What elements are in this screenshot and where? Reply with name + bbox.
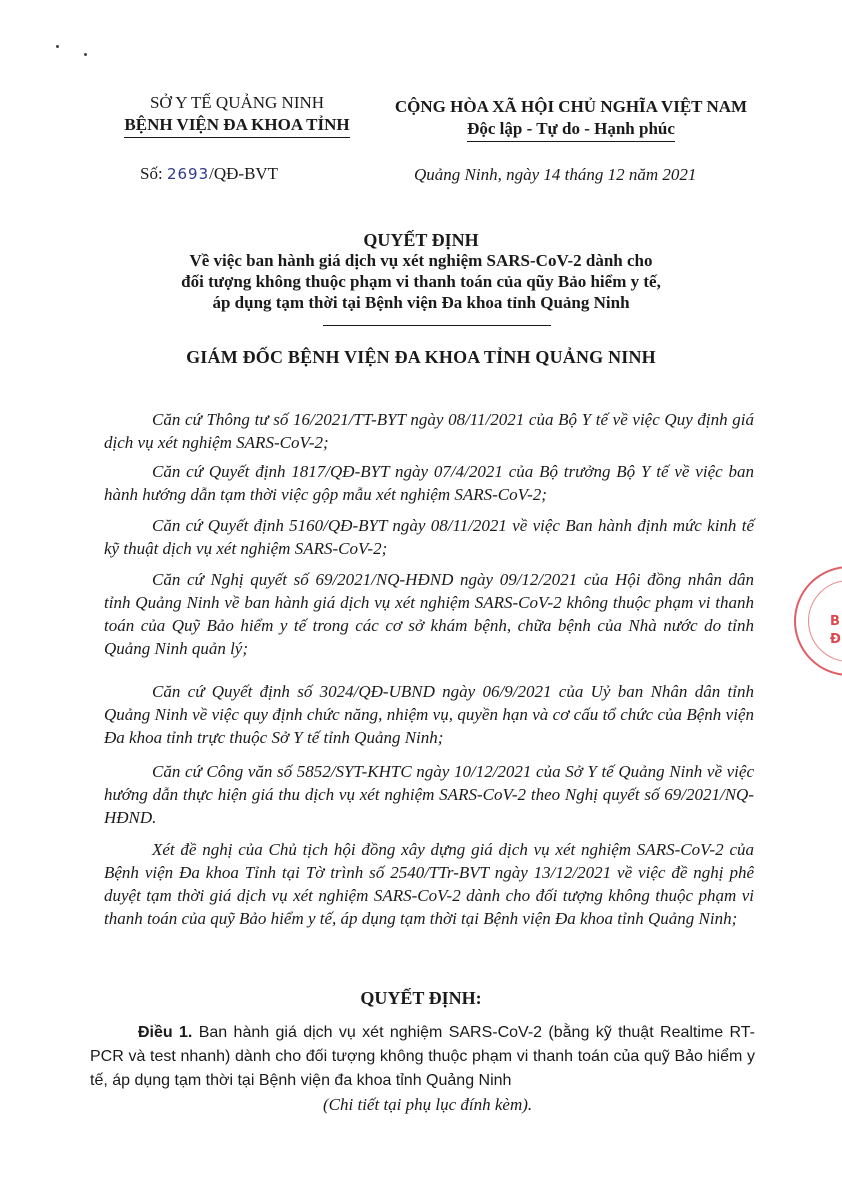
official-seal	[794, 566, 842, 676]
article-1	[90, 1021, 755, 1093]
document-number	[140, 164, 278, 184]
legal-basis-4: Căn cứ Nghị quyết số 69/2021/NQ-HĐND ngày 09/12/2021 của Hội đồng nhân dân tỉnh Quảng Ninh về ban hành giá dịch vụ xét nghiệm SARS-CoV-2 không thuộc phạm vi thanh toán của Quỹ Bảo hiểm y tế trong các cơ sở khám bệnh, chữa bệnh của Nhà nước do tỉnh Quảng Ninh quản lý;	[104, 570, 754, 658]
legal-basis-3: Căn cứ Quyết định 5160/QĐ-BYT ngày 08/11/2021 về việc Ban hành định mức kinh tế kỹ thuật dịch vụ xét nghiệm SARS-CoV-2;	[104, 516, 754, 558]
legal-basis-1: Căn cứ Thông tư số 16/2021/TT-BYT ngày 08/11/2021 của Bộ Y tế về việc Quy định giá dịch vụ xét nghiệm SARS-CoV-2;	[104, 410, 754, 452]
legal-basis-2: Căn cứ Quyết định 1817/QĐ-BYT ngày 07/4/2021 của Bộ trưởng Bộ Y tế về việc ban hành hướng dẫn tạm thời việc gộp mẫu xét nghiệm SARS-CoV-2;	[104, 462, 754, 504]
seal-glyph: Đ	[830, 632, 841, 647]
article-1-text: Ban hành giá dịch vụ xét nghiệm SARS-CoV-2 (bằng kỹ thuật Realtime RT-PCR và test nhanh) dành cho đối tượng không thuộc phạm vi thanh toán của quỹ Bảo hiểm y tế, áp dụng tạm thời tại Bệnh viện đa khoa tỉnh Quảng Ninh	[90, 1024, 755, 1089]
article-1-label: Điều 1.	[138, 1024, 193, 1041]
agency-line-1: SỞ Y TẾ QUẢNG NINH	[149, 93, 325, 112]
legal-basis-6: Căn cứ Công văn số 5852/SYT-KHTC ngày 10/12/2021 của Sở Y tế Quảng Ninh về việc hướng dẫn thực hiện giá thu dịch vụ xét nghiệm SARS-CoV-2 theo Nghị quyết số 69/2021/NQ-HĐND.	[104, 762, 754, 827]
place-and-date: Quảng Ninh, ngày 14 tháng 12 năm 2021	[414, 165, 697, 184]
seal-glyph: B	[830, 614, 840, 629]
title-separator	[323, 325, 551, 326]
issuing-agency	[92, 92, 382, 138]
national-heading	[376, 96, 766, 142]
handwritten-number: 2693	[166, 165, 210, 183]
legal-basis-5: Căn cứ Quyết định số 3024/QĐ-UBND ngày 06/9/2021 của Uỷ ban Nhân dân tỉnh Quảng Ninh về việc quy định chức năng, nhiệm vụ, quyền hạn và cơ cấu tổ chức của Bệnh viện Đa khoa tỉnh trực thuộc Sở Y tế tỉnh Quảng Ninh;	[104, 682, 754, 747]
appendix-note: (Chi tiết tại phụ lục đính kèm).	[323, 1095, 533, 1114]
decision-heading: QUYẾT ĐỊNH:	[360, 988, 482, 1008]
document-subject	[100, 250, 742, 313]
nation-name: CỘNG HÒA XÃ HỘI CHỦ NGHĨA VIỆT NAM	[394, 97, 748, 116]
scan-speck	[56, 45, 59, 48]
national-motto: Độc lập - Tự do - Hạnh phúc	[376, 118, 766, 142]
number-suffix: /QĐ-BVT	[209, 164, 279, 183]
document-title: QUYẾT ĐỊNH	[363, 230, 479, 250]
subject-line-1: Về việc ban hành giá dịch vụ xét nghiệm SARS-CoV-2 dành cho	[189, 251, 653, 270]
subject-line-3: áp dụng tạm thời tại Bệnh viện Đa khoa tỉnh Quảng Ninh	[212, 293, 630, 312]
legal-basis-7: Xét đề nghị của Chủ tịch hội đồng xây dựng giá dịch vụ xét nghiệm SARS-CoV-2 của Bệnh viện Đa khoa Tỉnh tại Tờ trình số 2540/TTr-BVT ngày 13/12/2021 về việc đề nghị phê duyệt tạm thời giá dịch vụ xét nghiệm SARS-CoV-2 dành cho đối tượng không thuộc phạm vi thanh toán của quỹ Bảo hiểm y tế, áp dụng tạm thời tại Bệnh viện Đa khoa tỉnh Quảng Ninh;	[104, 840, 754, 928]
scan-speck	[84, 53, 87, 56]
subject-line-2: đối tượng không thuộc phạm vi thanh toán của qũy Bảo hiểm y tế,	[181, 272, 661, 291]
director-heading: GIÁM ĐỐC BỆNH VIỆN ĐA KHOA TỈNH QUẢNG NINH	[186, 347, 656, 367]
number-prefix: Số:	[140, 164, 163, 183]
agency-line-2: BỆNH VIỆN ĐA KHOA TỈNH	[92, 114, 382, 138]
